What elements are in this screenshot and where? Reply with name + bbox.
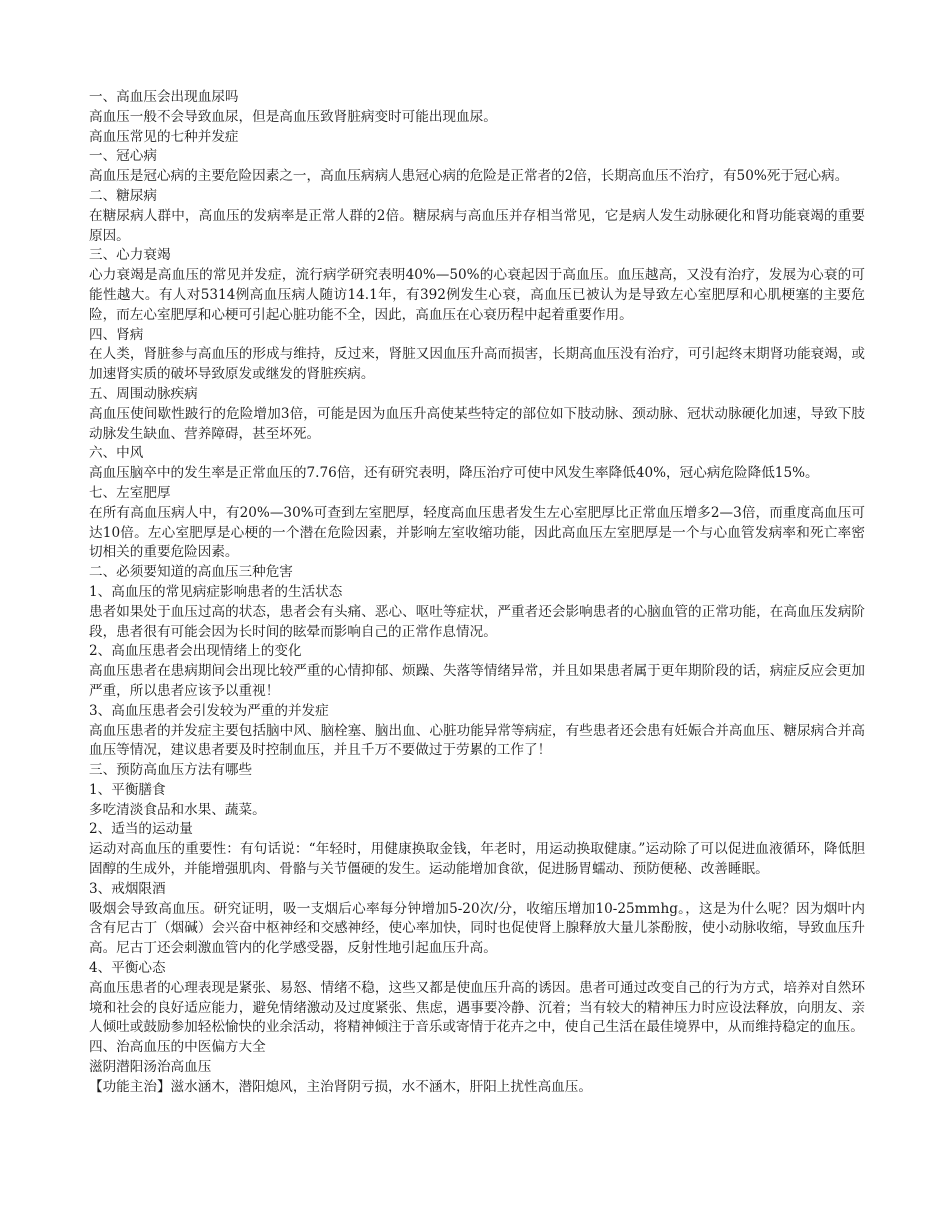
document-body <box>89 88 865 1098</box>
subheading-diet: 1、平衡膳食 <box>89 781 166 798</box>
paragraph-kidney: 在人类，肾脏参与高血压的形成与维持，反过来，肾脏又因血压升高而损害，长期高血压没有治疗，可引起终末期肾功能衰竭，或加速肾实质的破坏导致原发或继发的肾脏疾病。 <box>89 346 865 383</box>
paragraph-heart-failure: 心力衰竭是高血压的常见并发症，流行病学研究表明40%—50%的心衰起因于高血压。血压越高，又没有治疗，发展为心衰的可能性越大。有人对5314例高血压病人随访14.1年，有392例发生心衰，高血压已被认为是导致左心室肥厚和心肌梗塞的主要危险，而左心室肥厚和心梗可引起心脏功能不全，因此，高血压在心衰历程中起着重要作用。 <box>89 267 865 323</box>
paragraph-diabetes: 在糖尿病人群中，高血压的发病率是正常人群的2倍。糖尿病与高血压并存相当常见，它是病人发生动脉硬化和肾功能衰竭的重要原因。 <box>89 207 865 244</box>
paragraph-lvh: 在所有高血压病人中，有20%—30%可查到左室肥厚，轻度高血压患者发生左心室肥厚比正常血压增多2—3倍，而重度高血压可达10倍。左心室肥厚是心梗的一个潜在危险因素，并影响左室收缩功能，因此高血压左室肥厚是一个与心血管发病率和死亡率密切相关的重要危险因素。 <box>89 504 865 561</box>
subheading-mindset: 4、平衡心态 <box>89 960 166 977</box>
paragraph-diet: 多吃清淡食品和水果、蔬菜。 <box>89 801 266 818</box>
subheading-peripheral: 五、周围动脉疾病 <box>89 385 198 402</box>
paragraph-coronary: 高血压是冠心病的主要危险因素之一，高血压病病人患冠心病的危险是正常者的2倍，长期高血压不治疗，有50%死于冠心病。 <box>89 168 849 185</box>
heading-complications: 高血压常见的七种并发症 <box>89 128 239 145</box>
subheading-smoking: 3、戒烟限酒 <box>89 880 166 897</box>
subheading-heart-failure: 三、心力衰竭 <box>89 247 171 264</box>
subheading-coronary: 一、冠心病 <box>89 148 157 165</box>
paragraph-mindset: 高血压患者的心理表现是紧张、易怒、情绪不稳，这些又都是使血压升高的诱因。患者可通过改变自己的行为方式，培养对自然环境和社会的良好适应能力，避免情绪激动及过度紧张、焦虑，遇事要冷静、沉着；当有较大的精神压力时应设法释放，向朋友、亲人倾吐或鼓励参加轻松愉快的业余活动，将精神倾注于音乐或寄情于花卉之中，使自己生活在最佳境界中，从而维持稳定的血压。 <box>89 979 865 1036</box>
subheading-danger-1: 1、高血压的常见病症影响患者的生活状态 <box>89 583 343 600</box>
heading-blood-urine: 一、高血压会出现血尿吗 <box>89 89 239 105</box>
heading-three-dangers: 二、必须要知道的高血压三种危害 <box>89 564 293 581</box>
paragraph-danger-2: 高血压患者在患病期间会出现比较严重的心情抑郁、烦躁、失落等情绪异常，并且如果患者属于更年期阶段的话，病症反应会更加严重，所以患者应该予以重视！ <box>89 663 865 699</box>
subheading-diabetes: 二、糖尿病 <box>89 187 157 204</box>
paragraph-danger-3: 高血压患者的并发症主要包括脑中风、脑栓塞、脑出血、心脏功能异常等病症，有些患者还会患有妊娠合并高血压、糖尿病合并高血压等情况，建议患者要及时控制血压，并且千万不要做过于劳累的工作了！ <box>89 722 865 759</box>
subheading-danger-2: 2、高血压患者会出现情绪上的变化 <box>89 643 302 660</box>
subheading-lvh: 七、左室肥厚 <box>89 484 171 501</box>
paragraph-danger-1: 患者如果处于血压过高的状态，患者会有头痛、恶心、呕吐等症状，严重者还会影响患者的心脑血管的正常功能，在高血压发病阶段，患者很有可能会因为长时间的眩晕而影响自己的正常作息情况。 <box>89 603 865 640</box>
paragraph-smoking: 吸烟会导致高血压。研究证明，吸一支烟后心率每分钟增加5-20次/分，收缩压增加10-25mmhg。，这是为什么呢？因为烟叶内含有尼古丁（烟碱）会兴奋中枢神经和交感神经，使心率加快，同时也促使肾上腺释放大量儿茶酚胺，使小动脉收缩，导致血压升高。尼古丁还会刺激血管内的化学感受器，反射性地引起血压升高。 <box>89 900 865 957</box>
paragraph-stroke: 高血压脑卒中的发生率是正常血压的7.76倍，还有研究表明，降压治疗可使中风发生率降低40%，冠心病危险降低15%。 <box>89 465 819 482</box>
paragraph-peripheral: 高血压使间歇性跛行的危险增加3倍，可能是因为血压升高使某些特定的部位如下肢动脉、颈动脉、冠状动脉硬化加速，导致下肢动脉发生缺血、营养障碍，甚至坏死。 <box>89 405 865 442</box>
paragraph-exercise: 运动对高血压的重要性：有句话说：“年轻时，用健康换取金钱，年老时，用运动换取健康。”运动除了可以促进血液循环，降低胆固醇的生成外，并能增强肌肉、骨骼与关节僵硬的发生。运动能增加食欲，促进肠胃蠕动、预防便秘、改善睡眠。 <box>89 841 865 878</box>
subheading-remedy: 滋阴潜阳汤治高血压 <box>89 1059 212 1076</box>
subheading-stroke: 六、中风 <box>89 445 144 462</box>
paragraph-blood-urine: 高血压一般不会导致血尿，但是高血压致肾脏病变时可能出现血尿。 <box>89 108 497 125</box>
heading-prevention: 三、预防高血压方法有哪些 <box>89 762 253 779</box>
subheading-kidney: 四、肾病 <box>89 326 144 343</box>
subheading-danger-3: 3、高血压患者会引发较为严重的并发症 <box>89 702 329 719</box>
paragraph-remedy: 【功能主治】滋水涵木，潜阳熄风，主治肾阴亏损，水不涵木，肝阳上扰性高血压。 <box>89 1078 592 1095</box>
heading-tcm-remedies: 四、治高血压的中医偏方大全 <box>89 1039 266 1056</box>
subheading-exercise: 2、适当的运动量 <box>89 821 193 838</box>
